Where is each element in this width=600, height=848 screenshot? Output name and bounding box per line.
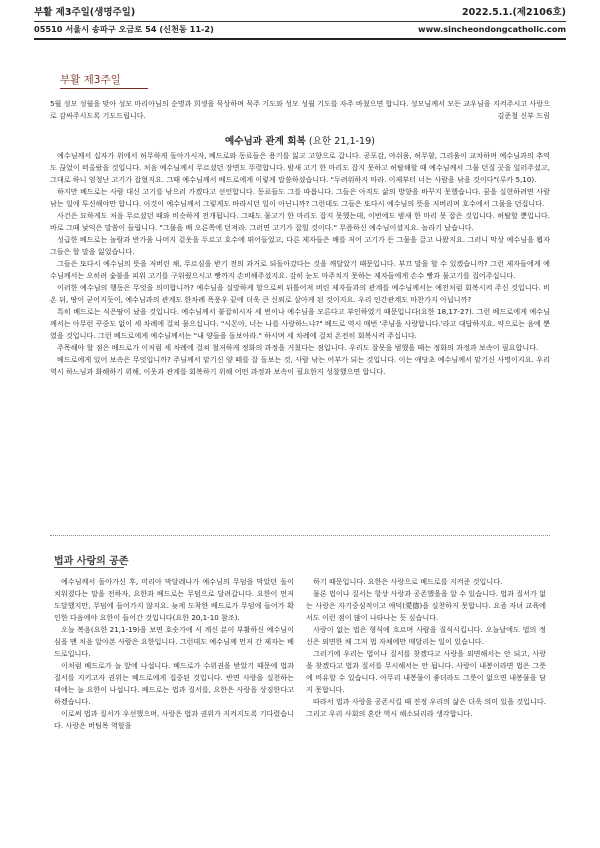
- section1-underline: [60, 88, 148, 89]
- header-address: 05510 서울시 송파구 오금로 54 (신천동 11-2): [34, 24, 214, 34]
- column-paragraph: 하기 때문입니다. 요한은 사랑으로 베드로를 지켜준 것입니다.: [313, 577, 503, 586]
- header-right: 2022.5.1.(제2106호): [462, 7, 566, 18]
- section1-intro: [50, 98, 550, 122]
- section2-body: [50, 150, 550, 378]
- section1-title: 부활 제3주일: [60, 74, 121, 86]
- column-paragraph: 따라서 법과 사랑을 공존시킬 때 진정 우리의 삶은 더욱 의미 있을 것입니다. 그리고 우리 사회의 혼란 역시 해소되리라 생각합니다.: [306, 697, 546, 718]
- body-paragraph: 주목해야 할 점은 베드로가 이처럼 세 차례에 걸쳐 철저하게 정화의 과정을 거쳤다는 점입니다. 우리도 잘못을 범했을 때는 정화의 과정과 보속이 필요합니다.: [57, 343, 539, 352]
- intro-signature: 김준철 신부 드림: [497, 111, 550, 120]
- column-paragraph: 예수님께서 돌아가신 후, 미리아 막달레나가 예수님의 무덤을 막았던 돌이 치워졌다는 말을 전하자, 요한과 베드로는 무덤으로 달려갑니다. 요한이 먼저 도달했지만, 무덤에 들어가지 않지요. 늦게 도착한 베드로가 무덤에 들어가 확인한 다음에야 요한이 들어간 것입니다(요한 20,1-10 참조).: [54, 577, 294, 622]
- column-paragraph: 사랑이 없는 법은 형식에 흐르며 사람을 질식시킵니다. 오늘날에도 법의 정신은 외면한 채 그저 법 자체에만 매달리는 일이 있습니다.: [306, 625, 546, 646]
- section3-title: 법과 사랑의 공존: [54, 556, 129, 567]
- bulletin-header: [34, 4, 566, 18]
- intro-paragraph: [50, 98, 550, 122]
- body-paragraph: 베드로에게 있어 보속은 무엇입니까? 주님께서 맡기신 양 떼를 잘 돌보는 것, 사람 낚는 어부가 되는 것입니다. 이는 애당초 예수님께서 맡기신 사명이지요. 우리 역시 하느님과 화해하기 위해, 이웃과 관계를 회복하기 위해 어떤 과정과 보속이 필요한지 성찰했으면 합니다.: [50, 355, 550, 376]
- body-paragraph: 사건은 묘하게도 처음 무르셨던 때와 비슷하게 전개됩니다. 그때도 물고기 한 마리도 잡지 못했는데, 이번에도 밤새 한 마리 못 잡은 것입니다. 허탈할 뿐입니다. 바로 그때 낯익은 말씀이 들립니다. "그물을 배 오른쪽에 던져라. 그러면 고기가 잡힐 것이다." 무릎하신 예수님이셨지요. 놀라기 났습니다.: [50, 211, 550, 232]
- section2-title: [0, 133, 600, 147]
- header-rule-thick: [34, 38, 566, 40]
- section-divider: [50, 535, 550, 536]
- body-paragraph: 특히 베드로는 식은땀이 났을 것입니다. 예수님께서 붙잡히시자 세 번이나 예수님을 모른다고 부인하였기 때문입니다(요한 18,17-27). 그런 베드로에게 예수님께서는 아무런 꾸중도 없이 세 차례에 걸쳐 물으십니다. "시몬아, 너는 나를 사랑하느냐?" 베드로 역시 매번 '주님을 사랑합니다.'라고 대답하지요. 약으로는 음에 뿐였을 것입니다. 그런 베드로에게 예수님께서는 "내 양들을 돌보아라." 하시며 세 차례에 걸쳐 온전히 회복시켜 주십니다.: [50, 307, 551, 340]
- header-website[interactable]: www.sincheondongcatholic.com: [418, 24, 566, 34]
- body-paragraph: 예수님께서 십자가 위에서 허무하게 돌아가시자, 베드로와 동료들은 용기를 잃고 고향으로 갑니다. 공포감, 아쉬움, 허무함, 그리움이 교차하며 예수님과의 추억도 끊었이 떠올랐을 것입니다. 처음 예수님께서 무르셨던 장면도 뚜렷합니다. 밤새 고기 한 마리도 잡지 못하고 허탈해할 때 예수님께서 그물 던질 곳을 일러주셨고, 그대로 하니 엄청난 고기가 잡혔지요. 그때 예수님께서 베드로에게 이렇게 말씀하셨습니다. "두려워하지 마라. 이제부터 너는 사람을 낚을 것이다"(루카 5,10).: [50, 151, 550, 184]
- column-paragraph: 그러기에 우리는 법이나 질서를 찾겠다고 사랑을 외면해서는 안 되고, 사랑을 찾겠다고 법과 질서를 무시해서는 안 됩니다. 사랑이 내봉이라면 법은 그릇에 비유할 수 있습니다. 아무리 내봉물이 좋더라도 그릇이 없으면 내봉물을 담지 못합니다.: [306, 649, 546, 694]
- intro-text: 5월 성모 성월을 맞아 성모 마리아님의 순명과 희생을 묵상하며 묵주 기도와 성모 성월 기도를 자주 바쳤으면 합니다. 성모님께서 모든 교우님을 지켜주시고 사랑으로 감싸주시도록 기도드립니다.: [50, 99, 550, 120]
- header-rule: [34, 21, 566, 22]
- section3-right-column: [306, 576, 546, 720]
- column-paragraph: 이처럼 베드로가 늘 앞에 나섭니다. 베드로가 수위권을 받았기 때문에 법과 질서를 지키고자 권위는 베드로에게 집중된 것입니다. 반면 사랑을 실천하는 데에는 늘 요한이 나섭니다. 베드로는 법과 질서를, 요한은 사랑을 상징한다고 하겠습니다.: [54, 661, 294, 706]
- section3-underline: [54, 567, 124, 568]
- column-paragraph: 이로써 법과 질서가 우선했으며, 사랑은 법과 권위가 지켜지도록 기다렸습니다. 사랑은 버팀목 역할을: [54, 709, 294, 730]
- body-paragraph: 그들은 또다시 예수님의 뜻을 저버린 채, 무르심을 받기 전의 과거로 되돌아갔다는 것을 깨달았기 때문입니다. 부끄 말을 할 수 있겠습니까? 그런 제자들에게 예수님께서는 오히려 숯불을 피워 고기를 구워줬으시고 빵까지 손비해주셨지요. 감히 눈도 마주치지 못하는 제자들에게 손수 빵과 물고기를 집어주십니다.: [50, 259, 550, 280]
- header-left: 부활 제3주일(생명주일): [34, 7, 136, 18]
- column-paragraph: 물론 법이나 질서는 항상 사랑과 공존했을을 알 수 있습니다. 법과 질서가 없는 사랑은 자기중심적이고 애덕(愛德)을 실천하지 못합니다. 요즘 자녀 교육에서도 이런 점이 많이 나타나는 듯 싶습니다.: [306, 589, 546, 622]
- body-paragraph: 이러한 예수님의 행동은 무엇을 의미합니까? 예수님을 실망하게 할으로써 뒤틀어져 버린 제자들과의 관계를 예수님께서는 예전처럼 회복시켜 주신 것입니다. 비 온 뒤, 땅이 굳어지듯이, 예수님과의 관계도 한차례 폭풍우 끝에 더욱 큰 신뢰로 살아게 된 것이지요. 우리 인간관계도 마찬가지 아닙니까?: [50, 283, 550, 304]
- body-paragraph: 하지만 베드로는 사람 대신 고기를 낚으러 가겠다고 선언합니다. 동료들도 그를 따릅니다. 그들은 아직도 삶의 방향을 바꾸지 못했습니다. 꿈을 실현하려면 사람 낚는 일에 투신해야만 합니다. 이것이 예수님께서 그렇게도 바라시던 일이 아닌니까? 그런데도 그들은 또다시 예수님의 뜻을 저버리며 호수에서 그물을 던집니다.: [50, 187, 550, 208]
- body-paragraph: 성급한 베드로는 놀람과 반가움 나머지 겉옷을 두르고 호수에 뛰어들었고, 다른 제자들은 배를 저어 고기가 든 그물을 끌고 나왔지요. 그러니 막상 예수님을 뵙자 그들은 할 말을 잃었습니다.: [50, 235, 550, 256]
- section3-left-column: [54, 576, 294, 732]
- column-paragraph: 오늘 복음(요한 21,1-19)을 보면 호숫가에 서 계신 분이 부활하신 예수님이심을 맨 처음 알아본 사람은 요한입니다. 그런데도 예수님께 먼저 간 제자는 베드로입니다.: [54, 625, 294, 658]
- header-address-row: [34, 24, 566, 35]
- section2-ref: (요한 21,1-19): [308, 136, 375, 147]
- section2-title-text: 예수님과 관계 회복: [225, 136, 306, 147]
